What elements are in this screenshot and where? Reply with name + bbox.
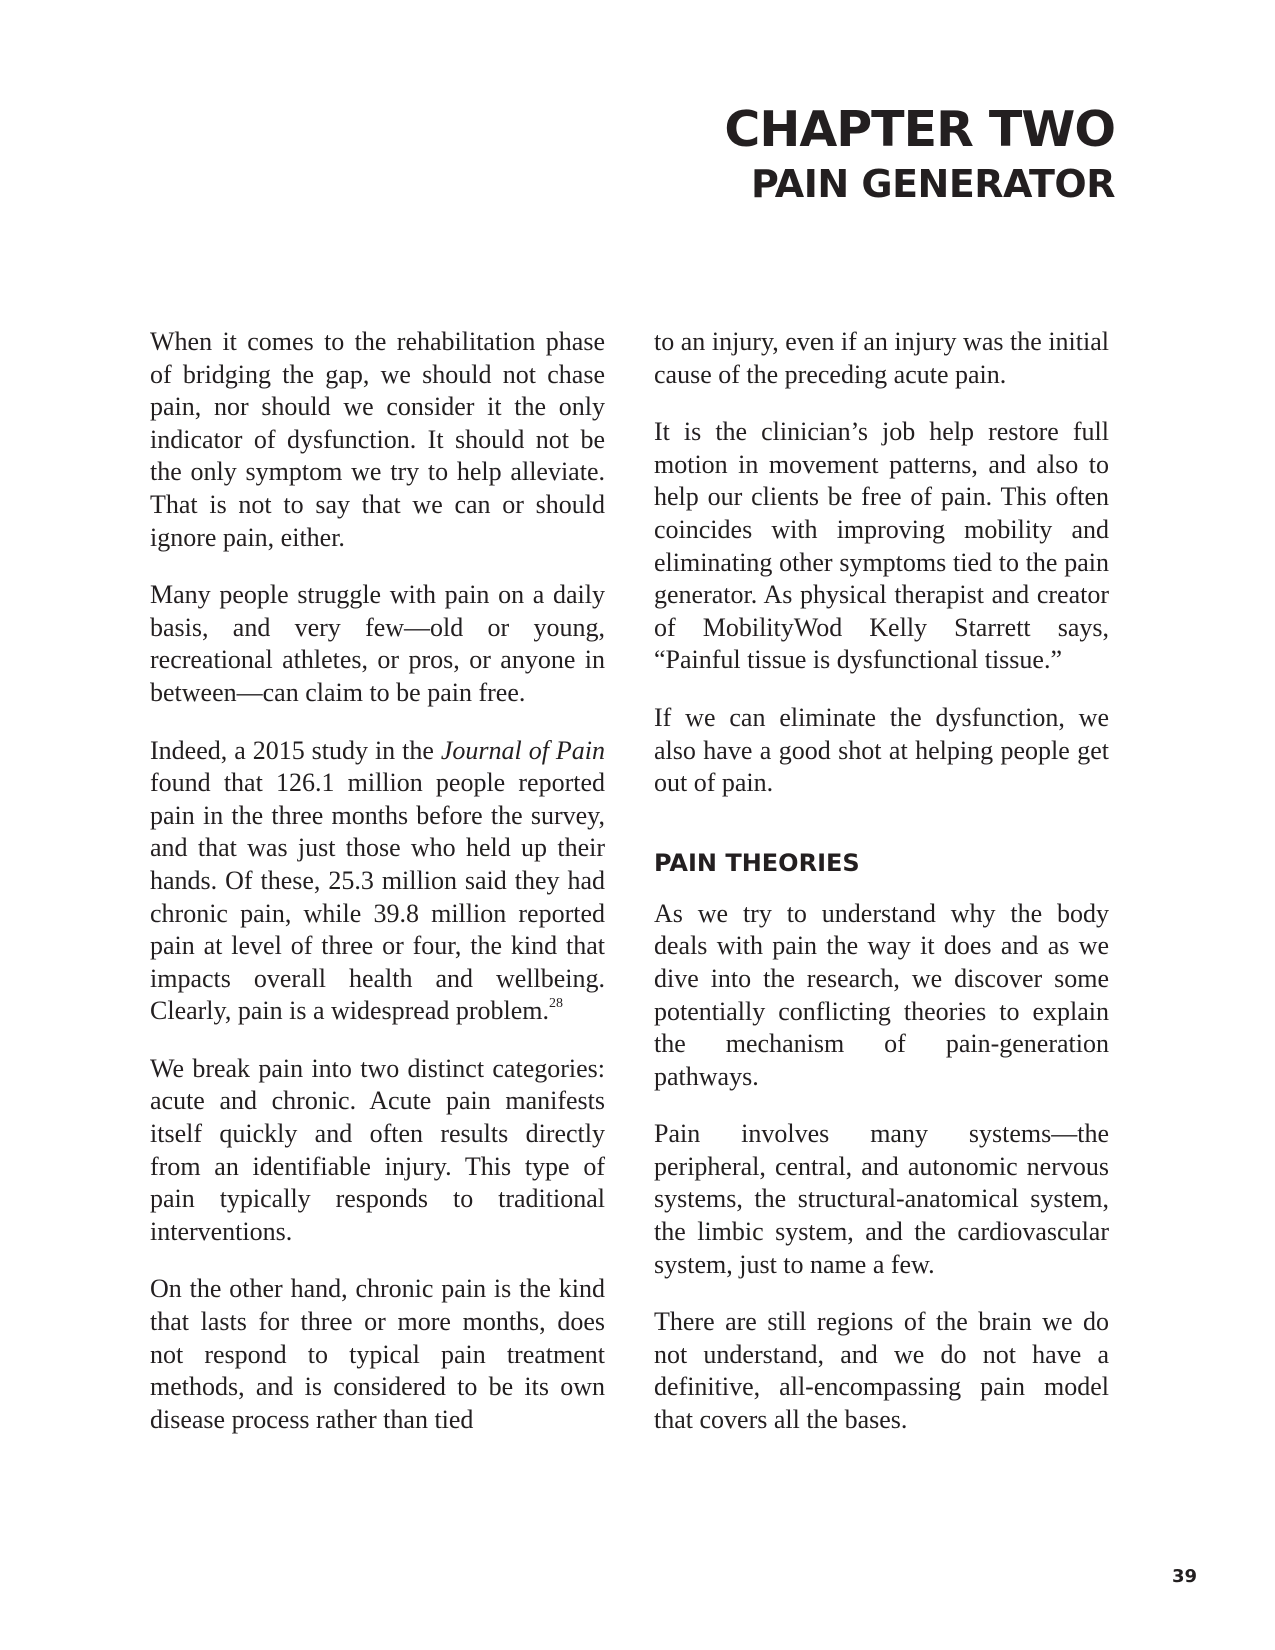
paragraph: If we can eliminate the dysfunction, we also have a good shot at helping people get out of pain. [654, 702, 1109, 798]
paragraph: There are still regions of the brain we do not understand, and we do not have a definitive, all-encompassing pain model that covers all the bases. [654, 1307, 1109, 1435]
footnote-marker: 28 [549, 996, 564, 1012]
chapter-heading [724, 100, 1115, 208]
paragraph: As we try to understand why the body deals with pain the way it does and as we dive into the research, we discover some potentially conflicting theories to explain the mechanism of pain-generation pathways. [654, 898, 1109, 1091]
page-number: 39 [1171, 1566, 1197, 1587]
paragraph: Many people struggle with pain on a daily basis, and very few—old or young, recreational athletes, or pros, or anyone in between—can claim to be pain free. [150, 580, 605, 707]
journal-title: Journal of Pain [440, 735, 606, 765]
paragraph: It is the clinician’s job help restore full motion in movement patterns, and also to help our clients be free of pain. This often coincides with improving mobility and eliminating other symptoms tied to the pain generator. As physical therapist and creator of MobilityWod Kelly Starrett says, “Painful tissue is dysfunctional tissue.” [654, 417, 1109, 675]
paragraph: to an injury, even if an injury was the initial cause of the preceding acute pain. [654, 327, 1109, 389]
paragraph: We break pain into two distinct categories: acute and chronic. Acute pain manifests itself quickly and often results directly from an identifiable injury. This type of pain typically responds to traditional interventions. [150, 1053, 605, 1246]
paragraph: Pain involves many systems—the peripheral, central, and autonomic nervous systems, the structural-anatomical system, the limbic system, and the cardiovascular system, just to name a few. [654, 1119, 1109, 1279]
right-column [654, 326, 1109, 1462]
left-column [150, 326, 605, 1461]
paragraph: When it comes to the rehabilitation phase of bridging the gap, we should not chase pain, nor should we consider it the only indicator of dysfunction. It should not be the only symptom we try to help alleviate. That is not to say that we can or should ignore pain, either. [150, 327, 605, 552]
paragraph-with-citation [150, 735, 605, 1028]
paragraph: On the other hand, chronic pain is the kind that lasts for three or more months, does not respond to typical pain treatment methods, and is considered to be its own disease process rather than tied [150, 1274, 605, 1434]
chapter-title: CHAPTER TWO [724, 101, 1115, 158]
section-heading: PAIN THEORIES [654, 848, 860, 877]
paragraph-text: found that 126.1 million people reported pain in the three months before the survey, and that was just those who held up their hands. Of these, 25.3 million said they had chronic pain, while 39.8 million reported pain at level of three or four, the kind that impacts overall health and wellbeing. Clearly, pain is a widespread problem. [150, 768, 605, 1026]
paragraph-text: Indeed, a 2015 study in the [150, 735, 441, 765]
chapter-subtitle: PAIN GENERATOR [750, 162, 1115, 206]
